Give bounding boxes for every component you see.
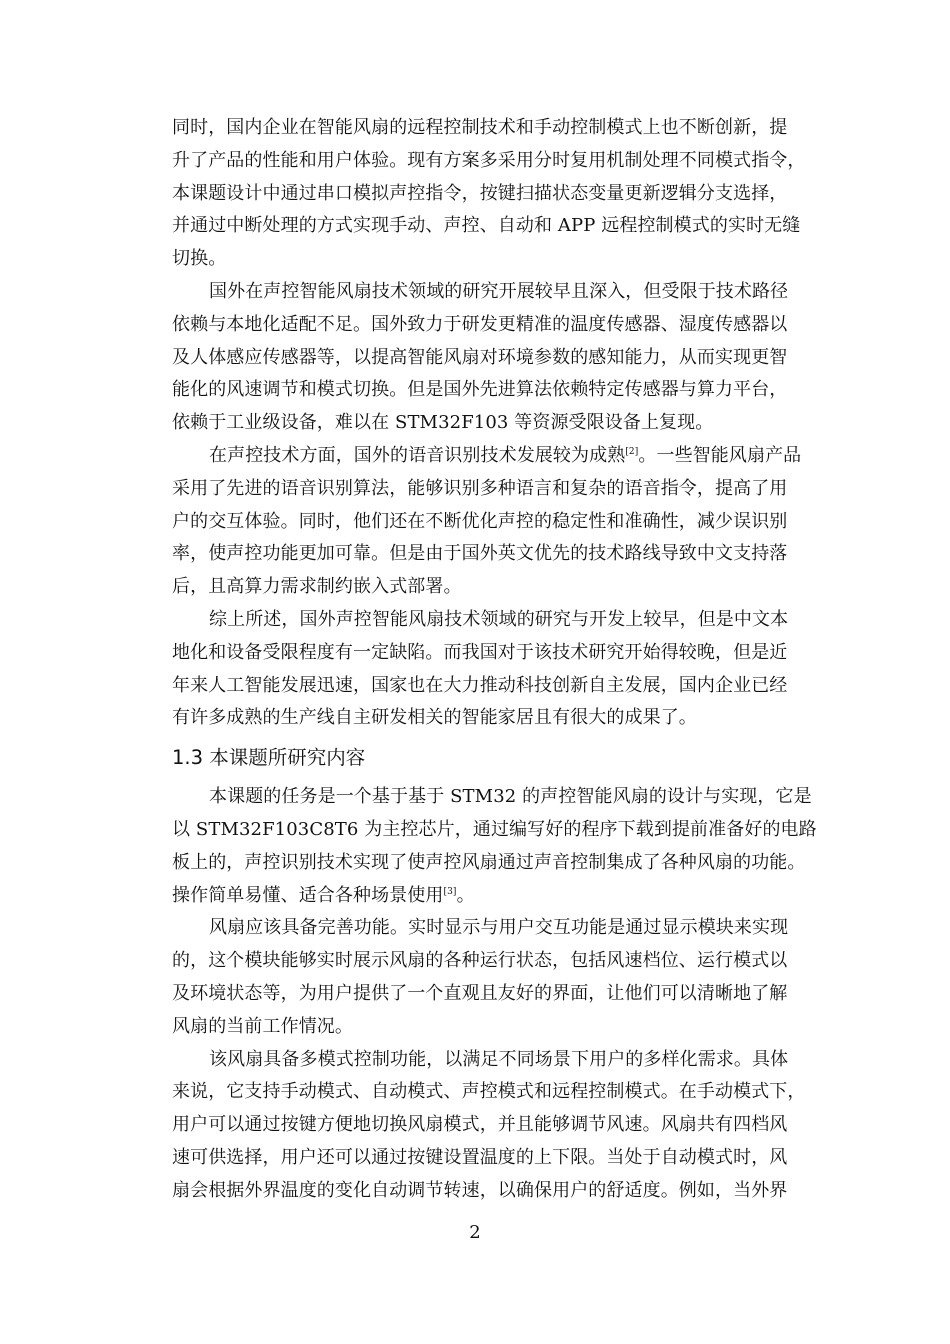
paragraph-foreign-research bbox=[172, 276, 842, 440]
paragraph-display-function bbox=[172, 912, 842, 1043]
text-line: 该风扇具备多模式控制功能，以满足不同场景下用户的多样化需求。具体 bbox=[209, 1048, 789, 1070]
citation-ref[interactable]: [3] bbox=[443, 886, 457, 897]
text-line: 年来人工智能发展迅速，国家也在大力推动科技创新自主发展，国内企业已经 bbox=[172, 674, 788, 696]
paragraph-task-overview bbox=[172, 781, 842, 912]
text-line: 后，且高算力需求制约嵌入式部署。 bbox=[172, 576, 462, 598]
text-line: 户的交互体验。同时，他们还在不断优化声控的稳定性和准确性，减少误识别 bbox=[172, 510, 788, 532]
text-segment: 在声控技术方面，国外的语音识别技术发展较为成熟 bbox=[209, 444, 626, 466]
text-segment: 。 bbox=[456, 884, 475, 906]
text-segment: 操作简单易懂、适合各种场景使用 bbox=[172, 884, 444, 906]
text-line: 同时，国内企业在智能风扇的远程控制技术和手动控制模式上也不断创新，提 bbox=[172, 117, 788, 138]
paragraph-summary bbox=[172, 604, 842, 735]
text-line: 及人体感应传感器等，以提高智能风扇对环境参数的感知能力，从而实现更智 bbox=[172, 346, 788, 368]
text-line: 有许多成熟的生产线自主研发相关的智能家居且有很大的成果了。 bbox=[172, 707, 697, 729]
text-line: 速可供选择，用户还可以通过按键设置温度的上下限。当处于自动模式时，风 bbox=[172, 1146, 788, 1168]
text-line: 切换。 bbox=[172, 248, 227, 270]
text-line bbox=[172, 880, 842, 913]
text-line: 升了产品的性能和用户体验。现有方案多采用分时复用机制处理不同模式指令， bbox=[172, 149, 806, 171]
page-number: 2 bbox=[469, 1222, 481, 1243]
text-line: 以 STM32F103C8T6 为主控芯片，通过编写好的程序下载到提前准备好的电路 bbox=[172, 818, 817, 840]
text-line: 扇会根据外界温度的变化自动调节转速，以确保用户的舒适度。例如，当外界 bbox=[172, 1179, 788, 1201]
text-line bbox=[172, 440, 842, 473]
text-line: 来说，它支持手动模式、自动模式、声控模式和远程控制模式。在手动模式下， bbox=[172, 1081, 806, 1103]
text-line: 并通过中断处理的方式实现手动、声控、自动和 APP 远程控制模式的实时无缝 bbox=[172, 215, 801, 237]
text-line: 地化和设备受限程度有一定缺陷。而我国对于该技术研究开始得较晚，但是近 bbox=[172, 641, 788, 663]
text-line: 率，使声控功能更加可靠。但是由于国外英文优先的技术路线导致中文支持落 bbox=[172, 543, 788, 565]
text-line: 的，这个模块能够实时展示风扇的各种运行状态，包括风速档位、运行模式以 bbox=[172, 950, 788, 972]
section-heading: 1.3 本课题所研究内容 bbox=[172, 746, 366, 770]
text-line: 风扇的当前工作情况。 bbox=[172, 1015, 353, 1037]
text-line: 能化的风速调节和模式切换。但是国外先进算法依赖特定传感器与算力平台， bbox=[172, 379, 788, 401]
text-segment: 。一些智能风扇产品 bbox=[638, 444, 802, 466]
text-line: 依赖于工业级设备，难以在 STM32F103 等资源受限设备上复现。 bbox=[172, 412, 714, 434]
text-line: 风扇应该具备完善功能。实时显示与用户交互功能是通过显示模块来实现 bbox=[209, 917, 789, 939]
text-line: 国外在声控智能风扇技术领域的研究开展较早且深入，但受限于技术路径 bbox=[209, 280, 789, 302]
text-line: 依赖与本地化适配不足。国外致力于研发更精准的温度传感器、湿度传感器以 bbox=[172, 313, 788, 335]
text-line: 用户可以通过按键方便地切换风扇模式，并且能够调节风速。风扇共有四档风 bbox=[172, 1114, 788, 1136]
text-line: 本课题的任务是一个基于基于 STM32 的声控智能风扇的设计与实现，它是 bbox=[209, 786, 812, 808]
text-line: 板上的，声控识别技术实现了使声控风扇通过声音控制集成了各种风扇的功能。 bbox=[172, 851, 806, 873]
document-page bbox=[172, 112, 842, 1208]
paragraph-domestic-innovation bbox=[172, 112, 842, 276]
citation-ref[interactable]: [2] bbox=[625, 446, 639, 457]
text-line: 本课题设计中通过串口模拟声控指令，按键扫描状态变量更新逻辑分支选择， bbox=[172, 182, 788, 204]
paragraph-multi-mode-control bbox=[172, 1044, 842, 1208]
text-line: 综上所述，国外声控智能风扇技术领域的研究与开发上较早，但是中文本 bbox=[209, 608, 789, 630]
text-line: 及环境状态等，为用户提供了一个直观且友好的界面，让他们可以清晰地了解 bbox=[172, 982, 788, 1004]
paragraph-voice-control-tech bbox=[172, 440, 842, 604]
text-line: 采用了先进的语音识别算法，能够识别多种语言和复杂的语音指令，提高了用 bbox=[172, 477, 788, 499]
